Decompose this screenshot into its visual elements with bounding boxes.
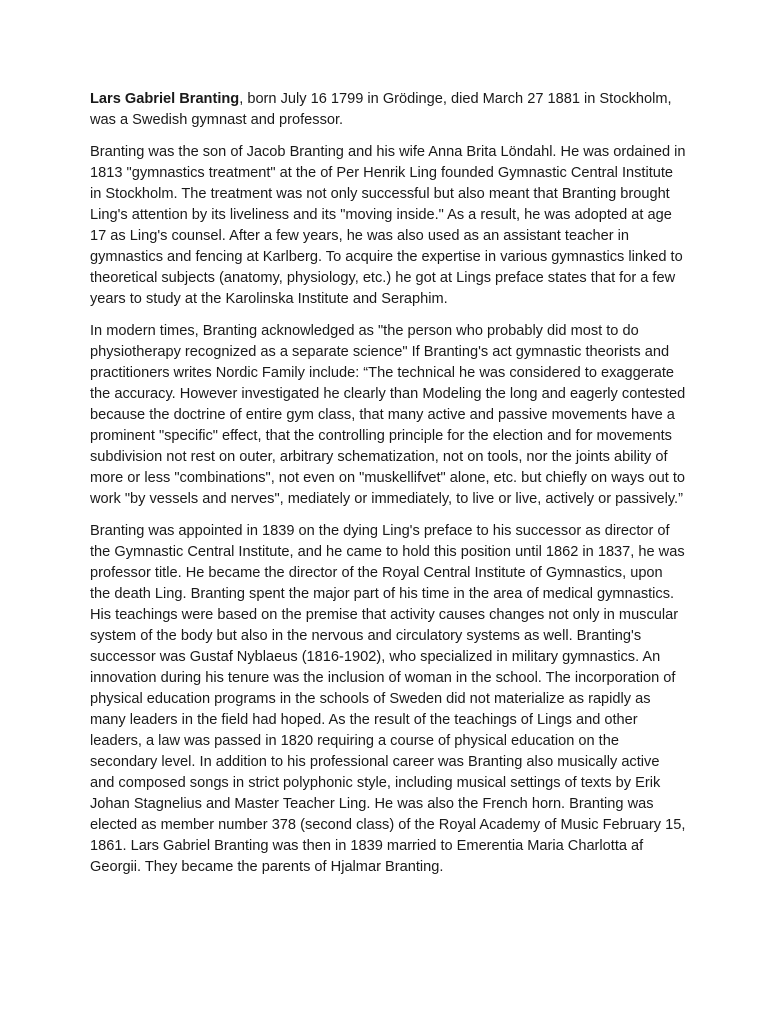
intro-paragraph <box>90 89 686 131</box>
paragraph-career: Branting was appointed in 1839 on the dying Ling's preface to his successor as director of the Gymnastic Central Institute, and he came to hold this position until 1862 in 1837, he was professor title. He became the director of the Royal Central Institute of Gymnastics, upon the death Ling. Branting spent the major part of his time in the area of medical gymnastics. His teachings were based on the premise that activity causes changes not only in muscular system of the body but also in the nervous and circulatory systems as well. Branting's successor was Gustaf Nyblaeus (1816-1902), who specialized in military gymnastics. An innovation during his tenure was the inclusion of woman in the school. The incorporation of physical education programs in the schools of Sweden did not materialize as rapidly as many leaders in the field had hoped. As the result of the teachings of Lings and other leaders, a law was passed in 1820 requiring a course of physical education on the secondary level. In addition to his professional career was Branting also musically active and composed songs in strict polyphonic style, including musical settings of texts by Erik Johan Stagnelius and Master Teacher Ling. He was also the French horn. Branting was elected as member number 378 (second class) of the Royal Academy of Music February 15, 1861. Lars Gabriel Branting was then in 1839 married to Emerentia Maria Charlotta af Georgii. They became the parents of Hjalmar Branting. <box>90 523 686 875</box>
document-body <box>90 89 686 889</box>
subject-name: Lars Gabriel Branting <box>90 91 240 107</box>
paragraph-family-background: Branting was the son of Jacob Branting and his wife Anna Brita Löndahl. He was ordained in 1813 "gymnastics treatment" at the of Per Henrik Ling founded Gymnastic Central Institute in Stockholm. The treatment was not only successful but also meant that Branting brought Ling's attention by its liveliness and its "moving inside." As a result, he was adopted at age 17 as Ling's counsel. After a few years, he was also used as an assistant teacher in gymnastics and fencing at Karlberg. To acquire the expertise in various gymnastics linked to theoretical subjects (anatomy, physiology, etc.) he got at Lings preface states that for a few years to study at the Karolinska Institute and Seraphim. <box>90 144 686 307</box>
intro-text: , born July 16 1799 in Grödinge, died March 27 1881 in Stockholm, was a Swedish gymnast and professor. <box>90 91 672 128</box>
paragraph-modern-recognition: In modern times, Branting acknowledged as "the person who probably did most to do physiotherapy recognized as a separate science" If Branting's act gymnastic theorists and practitioners writes Nordic Family include: “The technical he was considered to exaggerate the accuracy. However investigated he clearly than Modeling the long and eagerly contested because the doctrine of entire gym class, that many active and passive movements have a prominent "specific" effect, that the controlling principle for the election and for movements subdivision not rest on outer, arbitrary schematization, not on tools, nor the joints ability of more or less "combinations", not even on "muskellifvet" alone, etc. but chiefly on ways out to work "by vessels and nerves", mediately or immediately, to live or live, actively or passively.” <box>90 323 686 507</box>
